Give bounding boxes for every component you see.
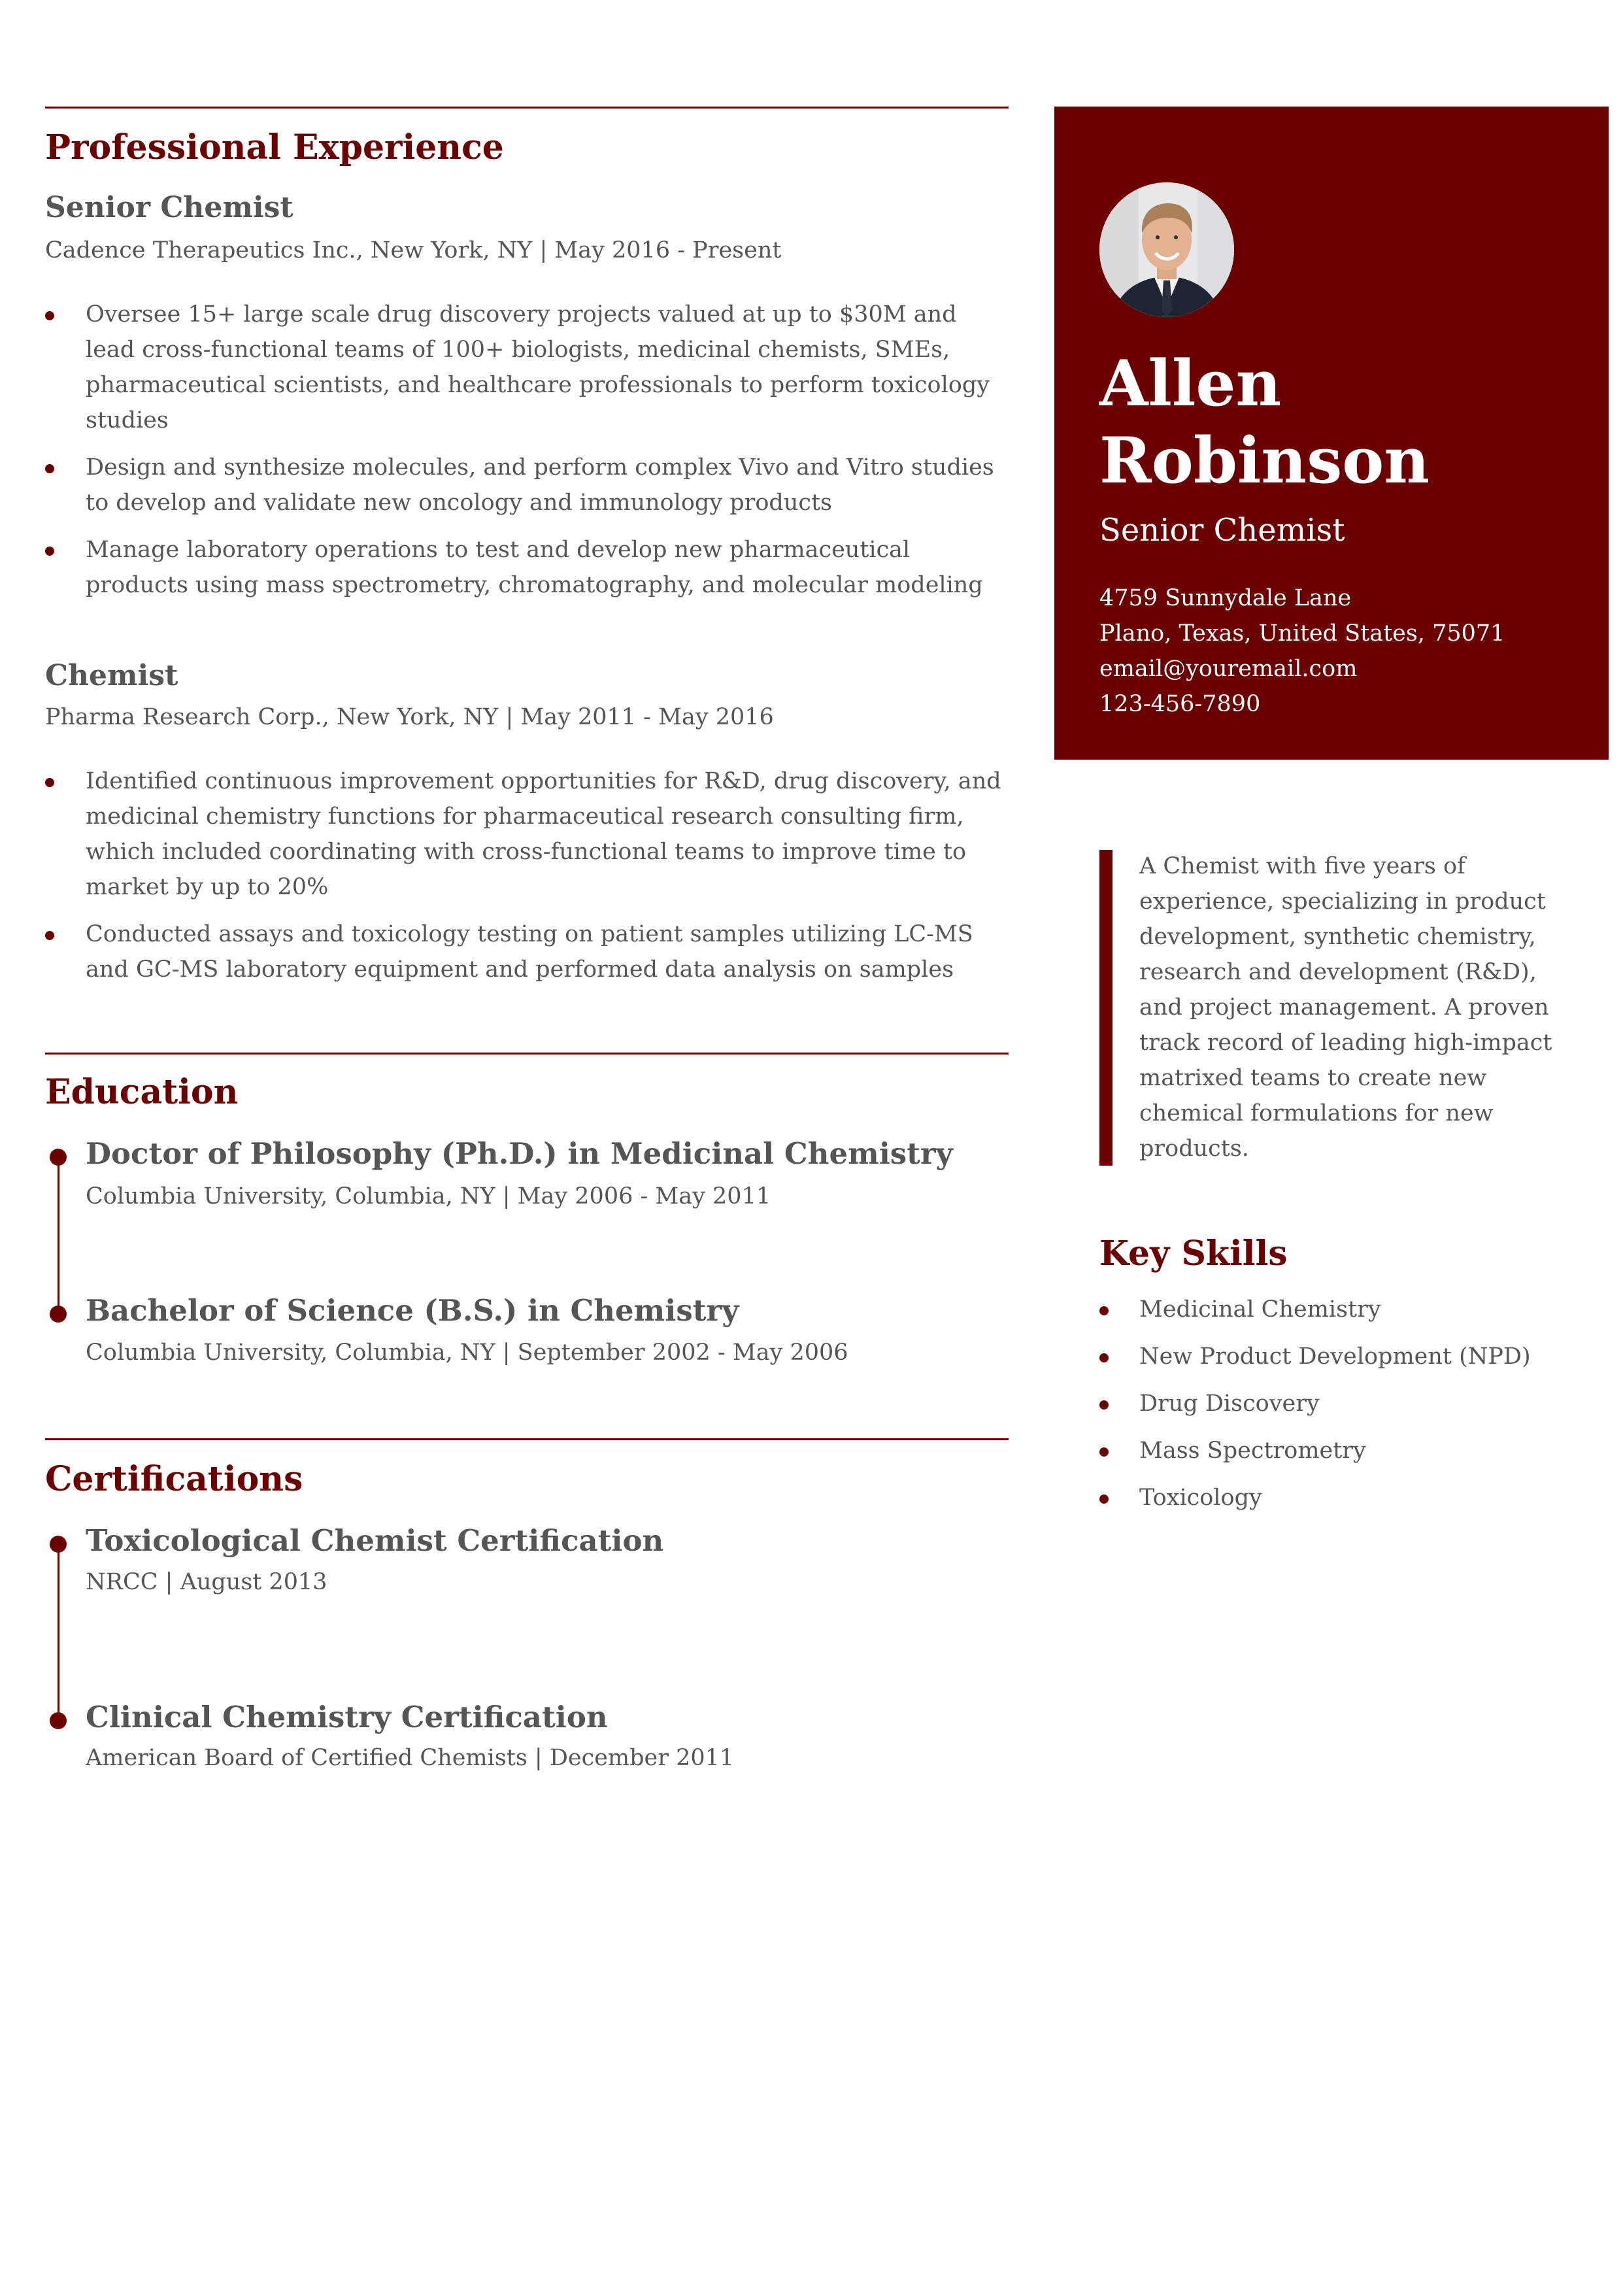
job-bullets [45, 297, 1009, 615]
degree-meta: Columbia University, Columbia, NY | September 2002 - May 2006 [86, 1340, 848, 1366]
bullet-dot-icon [1099, 1306, 1109, 1315]
bullet-dot-icon [1099, 1353, 1109, 1362]
bullet-dot-icon [1099, 1447, 1109, 1457]
skill-item: Mass Spectrometry [1099, 1433, 1596, 1468]
summary-text: A Chemist with five years of experience, specializing in product development, synthetic chemistry, research and development (R&D), and project management. A proven track record of leading high-impact matrixed teams to create new chemical formulations for new products. [1139, 853, 1552, 1162]
certification-title: Clinical Chemistry Certification [86, 1700, 608, 1734]
avatar-photo-icon [1099, 182, 1234, 317]
job-bullet: Identified continuous improvement opportunities for R&D, drug discovery, and medicinal chemistry functions for pharmaceutical research consulting firm, which included coordinating with cross-functional teams to improve time to market by up to 20% [45, 764, 1009, 905]
bullet-dot-icon [1099, 1400, 1109, 1410]
experience-divider [45, 107, 1009, 109]
skill-item: Toxicology [1099, 1480, 1596, 1515]
education-divider [45, 1053, 1009, 1055]
certifications-timeline [58, 1544, 59, 1721]
certification-title: Toxicological Chemist Certification [86, 1523, 664, 1558]
degree-title: Bachelor of Science (B.S.) in Chemistry [86, 1293, 739, 1328]
skill-item: Drug Discovery [1099, 1386, 1596, 1421]
job-title: Chemist [45, 659, 178, 692]
skills-heading: Key Skills [1099, 1234, 1288, 1274]
timeline-dot-icon [50, 1712, 67, 1729]
email-text: email@youremail.com [1099, 656, 1358, 682]
timeline-dot-icon [50, 1536, 67, 1553]
job-bullet: Design and synthesize molecules, and perform complex Vivo and Vitro studies to develop and validate new oncology and immunology products [45, 450, 1009, 520]
candidate-role: Senior Chemist [1099, 512, 1345, 549]
last-name: Robinson [1099, 424, 1430, 498]
timeline-dot-icon [50, 1306, 67, 1323]
certification-meta: NRCC | August 2013 [86, 1569, 327, 1595]
bullet-dot-icon [45, 547, 54, 556]
job-title: Senior Chemist [45, 191, 293, 224]
job-bullet: Conducted assays and toxicology testing on patient samples utilizing LC-MS and GC-MS laboratory equipment and performed data analysis on samples [45, 917, 1009, 987]
summary-accent-bar [1099, 850, 1113, 1166]
phone-text: 123-456-7890 [1099, 691, 1261, 717]
profile-panel [1054, 107, 1609, 760]
bullet-dot-icon [1099, 1494, 1109, 1504]
certifications-heading: Certifications [45, 1459, 303, 1499]
job-bullet: Oversee 15+ large scale drug discovery projects valued at up to $30M and lead cross-functional teams of 100+ biologists, medicinal chemists, SMEs, pharmaceutical scientists, and healthcare professionals to perform toxicology studies [45, 297, 1009, 438]
degree-meta: Columbia University, Columbia, NY | May 2006 - May 2011 [86, 1183, 771, 1209]
degree-title: Doctor of Philosophy (Ph.D.) in Medicinal Chemistry [86, 1136, 953, 1171]
timeline-dot-icon [50, 1149, 67, 1166]
bullet-dot-icon [45, 778, 54, 787]
candidate-name [1099, 345, 1430, 499]
address-line2: Plano, Texas, United States, 75071 [1099, 620, 1505, 647]
certifications-divider [45, 1438, 1009, 1440]
avatar [1099, 182, 1234, 317]
skills-list [1099, 1292, 1596, 1527]
contact-info [1099, 581, 1505, 722]
bullet-dot-icon [45, 311, 54, 320]
certification-meta: American Board of Certified Chemists | December 2011 [86, 1745, 735, 1771]
job-bullets [45, 764, 1009, 999]
job-meta: Cadence Therapeutics Inc., New York, NY | May 2016 - Present [45, 237, 782, 263]
experience-heading: Professional Experience [45, 127, 504, 167]
skill-item: New Product Development (NPD) [1099, 1339, 1596, 1374]
bullet-dot-icon [45, 931, 54, 940]
job-bullet: Manage laboratory operations to test and develop new pharmaceutical products using mass spectrometry, chromatography, and molecular modeling [45, 532, 1009, 603]
education-heading: Education [45, 1072, 239, 1112]
education-timeline [58, 1157, 59, 1314]
address-line1: 4759 Sunnydale Lane [1099, 585, 1352, 611]
skill-item: Medicinal Chemistry [1099, 1292, 1596, 1327]
bullet-dot-icon [45, 464, 54, 473]
first-name: Allen [1099, 346, 1282, 420]
job-meta: Pharma Research Corp., New York, NY | May 2011 - May 2016 [45, 704, 774, 730]
